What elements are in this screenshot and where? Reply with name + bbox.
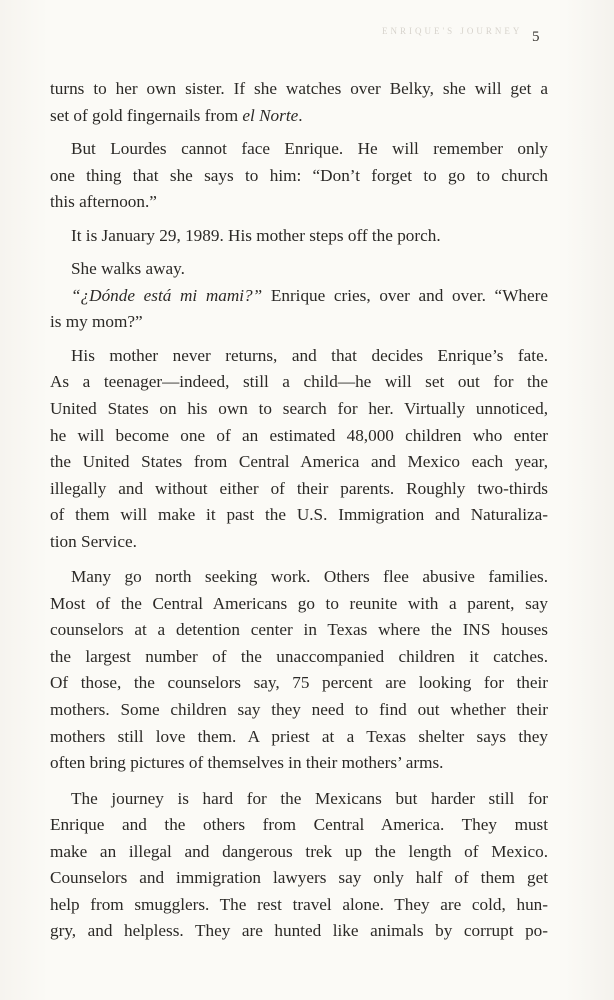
paragraph-start: Many go north seeking work. Others flee abusive families.: [71, 567, 548, 587]
text-line: is my mom?”: [50, 312, 143, 332]
body-text: [50, 76, 548, 945]
paragraph-start: But Lourdes cannot face Enrique. He will remember only: [71, 139, 548, 159]
text-line: one thing that she says to him: “Don’t forget to go to church: [50, 165, 548, 185]
text-line: As a teenager—indeed, still a child—he will set out for the: [50, 372, 548, 392]
text-line: United States on his own to search for her. Virtually unnoticed,: [50, 399, 548, 419]
text-line: help from smugglers. The rest travel alone. They are cold, hun-: [50, 894, 548, 914]
text-line: mothers still love them. A priest at a Texas shelter says they: [50, 726, 548, 746]
text-line: make an illegal and dangerous trek up the length of Mexico.: [50, 841, 548, 861]
text-line: often bring pictures of themselves in their mothers’ arms.: [50, 753, 444, 773]
paragraph-start: His mother never returns, and that decides Enrique’s fate.: [71, 345, 548, 365]
text-line: Of those, the counselors say, 75 percent are looking for their: [50, 673, 548, 693]
text-line: mothers. Some children say they need to find out whether their: [50, 700, 548, 720]
text-line: set of gold fingernails from el Norte.: [50, 105, 303, 125]
text-line: tion Service.: [50, 531, 137, 551]
italic-phrase: “¿Dónde está mi mami?”: [71, 285, 263, 305]
text-line: gry, and helpless. They are hunted like animals by corrupt po-: [50, 921, 548, 941]
text-line: the largest number of the unaccompanied children it catches.: [50, 646, 548, 666]
italic-phrase: el Norte: [242, 105, 299, 125]
text-line: this afternoon.”: [50, 192, 157, 212]
text-line: Most of the Central Americans go to reunite with a parent, say: [50, 593, 548, 613]
text-line: of them will make it past the U.S. Immigration and Naturaliza-: [50, 505, 548, 525]
paragraph-start: She walks away.: [71, 259, 185, 279]
text-line: turns to her own sister. If she watches over Belky, she will get a: [50, 79, 548, 98]
page-number: 5: [532, 29, 540, 45]
paragraph-start: “¿Dónde está mi mami?” Enrique cries, over and over. “Where: [71, 285, 548, 305]
text-line: the United States from Central America and Mexico each year,: [50, 452, 548, 472]
paragraph-start: The journey is hard for the Mexicans but harder still for: [71, 788, 548, 808]
running-head: ENRIQUE'S JOURNEY: [382, 26, 523, 36]
text-line: he will become one of an estimated 48,000 children who enter: [50, 425, 548, 445]
text-line: Counselors and immigration lawyers say only half of them get: [50, 868, 548, 888]
paragraph-start: It is January 29, 1989. His mother steps off the porch.: [71, 225, 441, 245]
text-line: counselors at a detention center in Texas where the INS houses: [50, 620, 548, 640]
text-line: illegally and without either of their parents. Roughly two-thirds: [50, 478, 548, 498]
text-line: Enrique and the others from Central America. They must: [50, 815, 548, 835]
